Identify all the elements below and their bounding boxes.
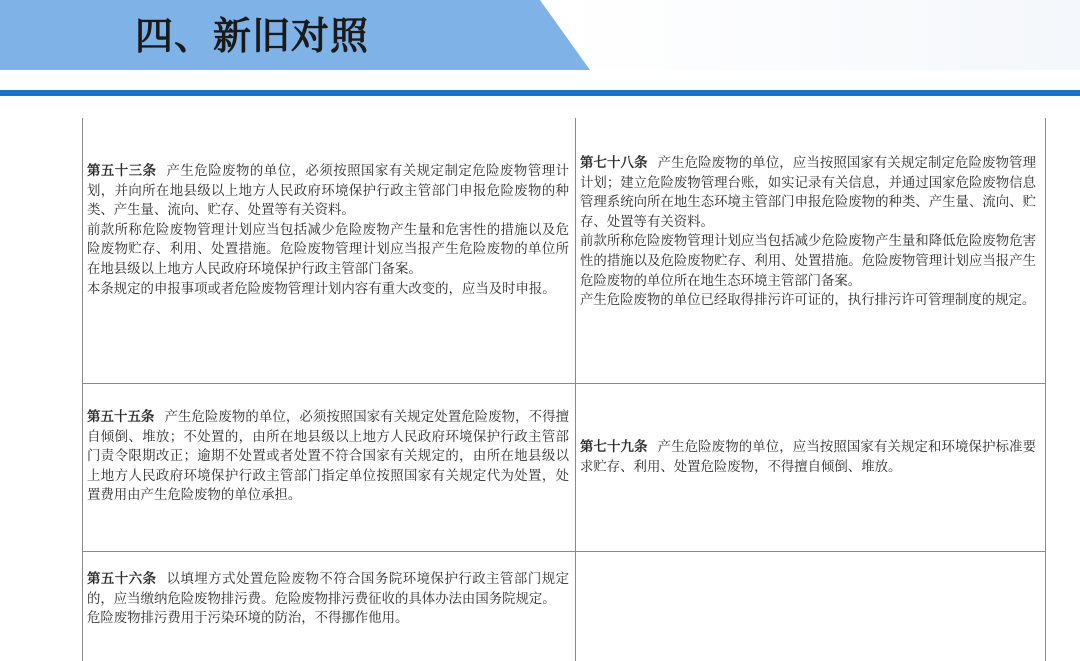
article-number: 第七十九条 (580, 439, 648, 455)
comparison-table (82, 118, 1046, 661)
table-border-left (82, 118, 83, 661)
article-text: 前款所称危险废物管理计划应当包括减少危险废物产生量和降低危险废物危害性的措施以及危险废物贮存、利用、处置措施。危险废物管理计划应当报产生危险废物的单位所在地生态环境主管部门备案。 (580, 234, 1036, 289)
header-right-band (560, 0, 1080, 70)
old-article-53 (87, 162, 569, 299)
article-text: 以填埋方式处置危险废物不符合国务院环境保护行政主管部门规定的，应当缴纳危险废物排污费。危险废物排污费征收的具体办法由国务院规定。 (87, 572, 570, 607)
new-article-79 (580, 438, 1036, 477)
table-column-divider (575, 118, 576, 661)
new-article-78 (580, 154, 1036, 311)
article-number: 第五十三条 (87, 163, 157, 179)
page-title: 四、新旧对照 (135, 14, 370, 58)
article-text: 本条规定的申报事项或者危险废物管理计划内容有重大改变的，应当及时申报。 (87, 281, 556, 297)
table-border-right (1045, 118, 1046, 661)
article-text: 产生危险废物的单位，必须按照国家有关规定处置危险废物，不得擅自倾倒、堆放；不处置的，由所在地县级以上地方人民政府环境保护行政主管部门责令限期改正；逾期不处置或者处置不符合国家有关规定的，由所在地县级以上地方人民政府环境保护行政主管部门指定单位按照国家有关规定代为处置，处置费用由产生危险废物的单位承担。 (87, 410, 570, 504)
slide-header (0, 0, 1080, 92)
old-article-56 (87, 570, 569, 629)
article-text: 前款所称危险废物管理计划应当包括减少危险废物产生量和危害性的措施以及危险废物贮存、利用、处置措施。危险废物管理计划应当报产生危险废物的单位所在地县级以上地方人民政府环境保护行政主管部门备案。 (87, 222, 569, 277)
article-number: 第五十五条 (87, 409, 155, 425)
row-divider-1 (82, 383, 1046, 384)
article-number: 第七十八条 (580, 155, 648, 171)
old-article-55 (87, 408, 569, 506)
article-text: 产生危险废物的单位已经取得排污许可证的，执行排污许可管理制度的规定。 (580, 293, 1036, 309)
article-text: 危险废物排污费用于污染环境的防治，不得挪作他用。 (87, 611, 409, 627)
header-divider (0, 90, 1080, 96)
article-number: 第五十六条 (87, 571, 157, 587)
article-text: 产生危险废物的单位，必须按照国家有关规定制定危险废物管理计划，并向所在地县级以上地方人民政府环境保护行政主管部门申报危险废物的种类、产生量、流向、贮存、处置等有关资料。 (87, 164, 570, 219)
row-divider-2 (82, 551, 1046, 552)
article-text: 产生危险废物的单位，应当按照国家有关规定制定危险废物管理计划；建立危险废物管理台账，如实记录有关信息，并通过国家危险废物信息管理系统向所在地生态环境主管部门申报危险废物的种类、产生量、流向、贮存、处置等有关资料。 (580, 156, 1037, 230)
article-text: 产生危险废物的单位，应当按照国家有关规定和环境保护标准要求贮存、利用、处置危险废物，不得擅自倾倒、堆放。 (580, 440, 1037, 475)
